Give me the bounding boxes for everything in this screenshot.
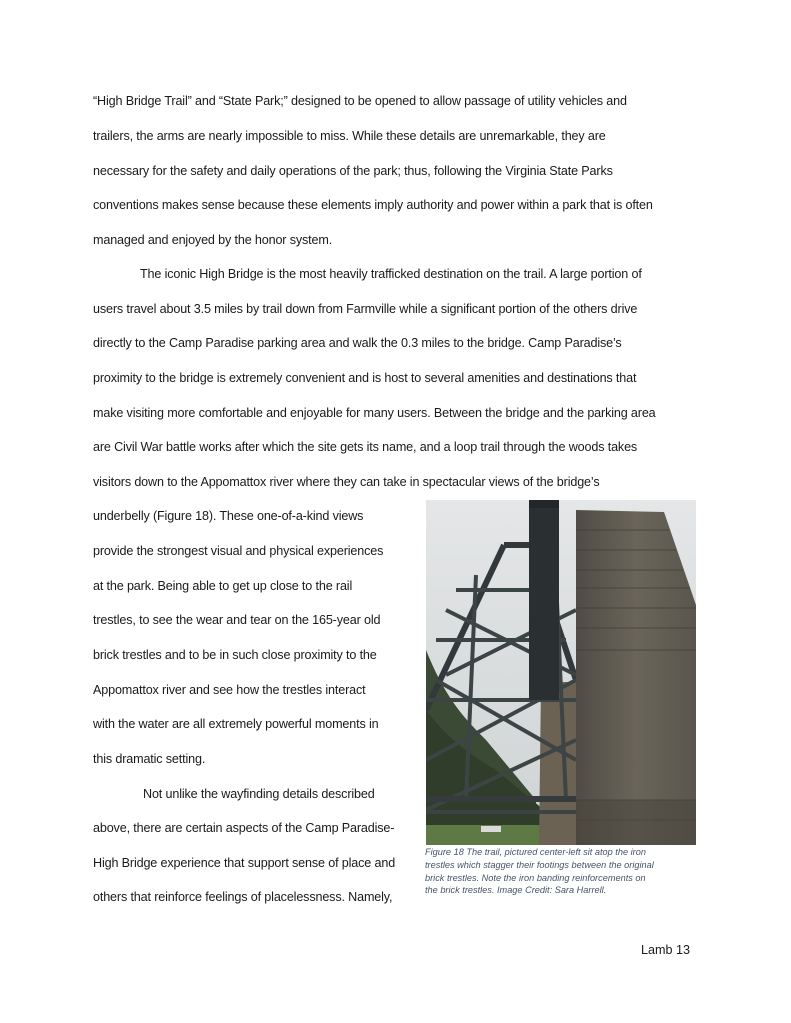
- text-line: brick trestles and to be in such close proximity to the: [93, 648, 377, 662]
- text-line: directly to the Camp Paradise parking area and walk the 0.3 miles to the bridge. Camp Paradise’s: [93, 336, 622, 350]
- caption-line: Figure 18 The trail, pictured center-left sit atop the iron: [425, 847, 646, 857]
- text-line: The iconic High Bridge is the most heavily trafficked destination on the trail. A large portion of: [140, 267, 642, 281]
- bridge-photo-illustration: [426, 500, 696, 845]
- text-line: necessary for the safety and daily operations of the park; thus, following the Virginia State Parks: [93, 164, 613, 178]
- caption-line: brick trestles. Note the iron banding reinforcements on: [425, 872, 646, 883]
- text-line: trestles, to see the wear and tear on the 165-year old: [93, 613, 381, 627]
- text-line: provide the strongest visual and physical experiences: [93, 544, 384, 558]
- text-line: managed and enjoyed by the honor system.: [93, 233, 333, 247]
- text-line: above, there are certain aspects of the Camp Paradise-: [93, 821, 395, 835]
- text-line: visitors down to the Appomattox river where they can take in spectacular views of the bridge’s: [93, 475, 600, 489]
- caption-line: the brick trestles. Image Credit: Sara Harrell.: [425, 885, 607, 896]
- text-line: proximity to the bridge is extremely convenient and is host to several amenities and destinations that: [93, 371, 637, 385]
- text-line: others that reinforce feelings of placelessness. Namely,: [93, 890, 393, 904]
- text-line: at the park. Being able to get up close to the rail: [93, 579, 353, 593]
- figure-caption: [425, 846, 705, 897]
- text-line: are Civil War battle works after which the site gets its name, and a loop trail through the woods takes: [93, 440, 638, 454]
- figure-18-photo: [426, 500, 696, 845]
- text-line: this dramatic setting.: [93, 752, 206, 766]
- text-line: Not unlike the wayfinding details described: [143, 787, 375, 801]
- text-line: with the water are all extremely powerful moments in: [93, 717, 379, 731]
- text-line: High Bridge experience that support sense of place and: [93, 856, 396, 870]
- text-line: conventions makes sense because these elements imply authority and power within a park that is often: [93, 198, 653, 212]
- text-line: “High Bridge Trail” and “State Park;” designed to be opened to allow passage of utility vehicles and: [93, 94, 627, 108]
- caption-line: trestles which stagger their footings between the original: [425, 859, 654, 870]
- text-line: Appomattox river and see how the trestles interact: [93, 683, 366, 697]
- text-line: underbelly (Figure 18). These one-of-a-kind views: [93, 509, 364, 523]
- page-number: Lamb 13: [641, 943, 691, 957]
- text-line: make visiting more comfortable and enjoyable for many users. Between the bridge and the parking area: [93, 406, 656, 420]
- text-line: users travel about 3.5 miles by trail down from Farmville while a significant portion of the others drive: [93, 302, 638, 316]
- text-line: trailers, the arms are nearly impossible to miss. While these details are unremarkable, they are: [93, 129, 606, 143]
